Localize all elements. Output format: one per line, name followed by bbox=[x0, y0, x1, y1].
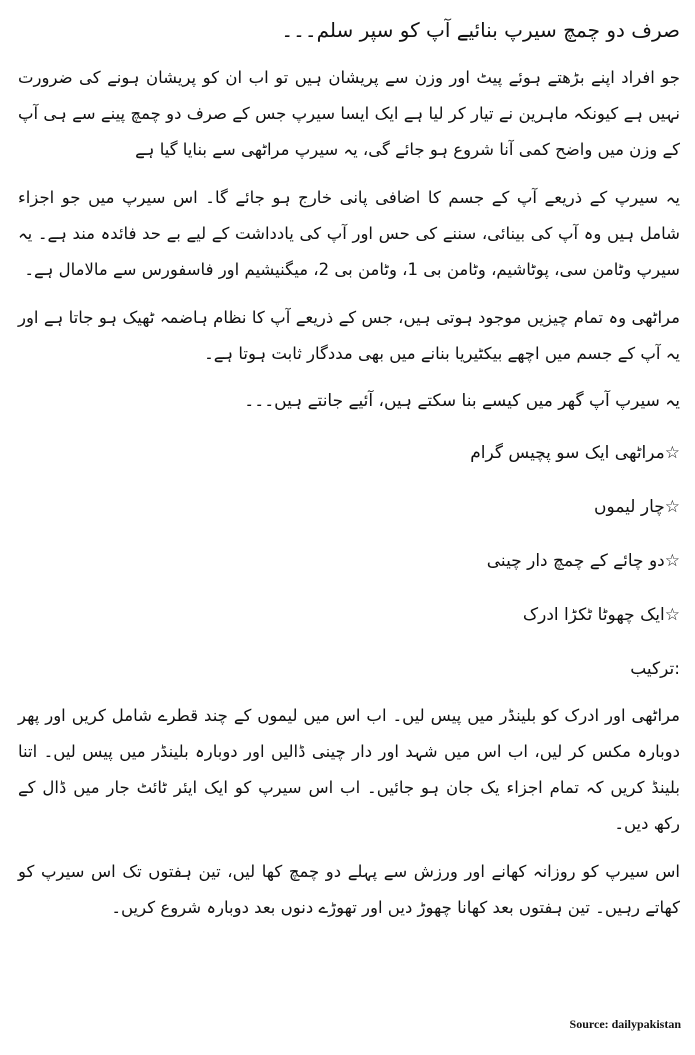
ingredient-item: ☆مراٹھی ایک سو پچیس گرام bbox=[470, 443, 680, 463]
ingredients-list bbox=[18, 436, 680, 632]
article bbox=[18, 14, 680, 938]
method-paragraph: مراٹھی اور ادرک کو بلینڈر میں پیس لیں۔ اب اس میں لیموں کے چند قطرے شامل کریں اور پھر دوبارہ مکس کر لیں، اب اس میں شہد اور دار چینی ڈالیں اور دوبارہ بلینڈر میں پیس لیں۔ اتنا بلینڈ کریں کہ تمام اجزاء یک جان ہو جائیں۔ اب اس سیرپ کو ایک ایئر ٹائٹ جار میں ڈال کے رکھ دیں۔ bbox=[18, 706, 680, 833]
ingredient-item: ☆دو چائے کے چمچ دار چینی bbox=[486, 551, 680, 571]
paragraph-digestion: مراٹھی وہ تمام چیزیں موجود ہوتی ہیں، جس کے ذریعے آپ کا نظام ہاضمہ ٹھیک ہو جاتا ہے اور یہ آپ کے جسم میں اچھے بیکٹیریا بنانے میں بھی مددگار ثابت ہوتا ہے۔ bbox=[18, 308, 680, 363]
recipe-intro-line: یہ سیرپ آپ گھر میں کیسے بنا سکتے ہیں، آئیے جانتے ہیں۔۔۔ bbox=[244, 391, 680, 411]
source-credit: Source: dailypakistan bbox=[569, 1017, 681, 1031]
paragraph-intro: جو افراد اپنے بڑھتے ہوئے پیٹ اور وزن سے پریشان ہیں تو اب ان کو پریشان ہونے کی ضرورت نہیں ہے کیونکہ ماہرین نے تیار کر لیا ہے ایک ایسا سیرپ جس کے صرف دو چمچ پینے سے ہی آپ کے وزن میں واضح کمی آنا شروع ہو جائے گی، یہ سیرپ مراٹھی سے بنایا گیا ہے bbox=[18, 68, 680, 159]
ingredient-item: ☆ایک چھوٹا ٹکڑا ادرک bbox=[522, 605, 680, 625]
method-heading: :ترکیب bbox=[630, 659, 680, 679]
ingredient-item: ☆چار لیموں bbox=[594, 497, 680, 517]
article-title: صرف دو چمچ سیرپ بنائیے آپ کو سپر سلم۔۔۔ bbox=[281, 18, 680, 42]
paragraph-benefits: یہ سیرپ کے ذریعے آپ کے جسم کا اضافی پانی خارج ہو جائے گا۔ اس سیرپ میں جو اجزاء شامل ہیں وہ آپ کی بینائی، سننے کی حس اور آپ کی یادداشت کے لیے بے حد فائدہ مند ہے۔ یہ سیرپ وٹامن سی، پوٹاشیم، وٹامن بی 1، وٹامن بی 2، میگنیشیم اور فاسفورس سے مالامال ہے۔ bbox=[18, 188, 680, 279]
method-paragraph: اس سیرپ کو روزانہ کھانے اور ورزش سے پہلے دو چمچ کھا لیں، تین ہفتوں تک اس سیرپ کو کھاتے رہیں۔ تین ہفتوں بعد کھانا چھوڑ دیں اور تھوڑے دنوں بعد دوبارہ شروع کریں۔ bbox=[18, 862, 680, 917]
